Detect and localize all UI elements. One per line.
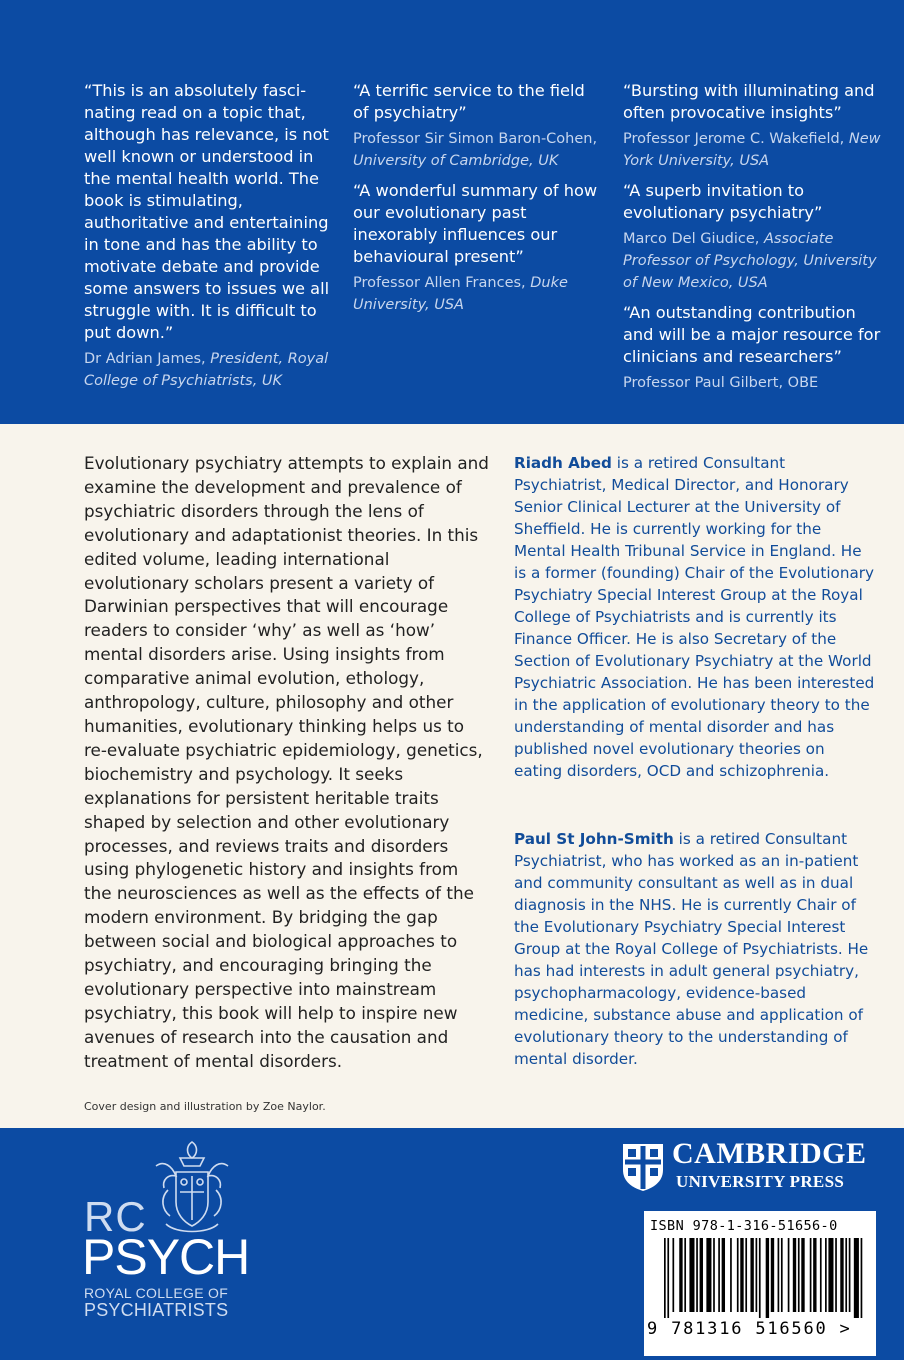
barcode-bar — [689, 1238, 694, 1312]
barcode-bar — [840, 1238, 843, 1312]
endorsement — [623, 80, 883, 172]
barcode-bar — [793, 1238, 796, 1312]
barcode-bar — [700, 1238, 703, 1312]
barcode-bar — [679, 1238, 682, 1312]
barcode-bar — [745, 1238, 747, 1312]
endorser-affiliation: Duke University, USA — [353, 275, 568, 313]
endorsement-attribution — [623, 372, 883, 394]
barcode-bar — [664, 1238, 666, 1318]
endorsement-quote: “An outstanding contribution and will be a major resource for clinicians and researchers” — [623, 303, 881, 366]
endorsement-quote: “This is an absolutely fasci- nating read on a topic that, although has relevance, is not well known or understood in the mental health world. The book is stimulating, authoritative and entertaining in tone and has the ability to motivate debate and provide some answers to issues we all struggle with. It is difficult to put down.” — [84, 81, 330, 342]
endorser-name: Professor Sir Simon Baron-Cohen, — [353, 131, 598, 147]
endorser-name: Professor Paul Gilbert, OBE — [623, 375, 819, 391]
barcode-bar — [798, 1238, 800, 1312]
endorser-affiliation: New York University, USA — [623, 131, 881, 169]
author-bio — [514, 828, 876, 1070]
barcode-bar — [861, 1238, 863, 1318]
footer-panel — [0, 1128, 904, 1360]
endorsement-column-2 — [353, 80, 603, 324]
endorsement-attribution — [623, 128, 883, 172]
barcode-bars — [664, 1238, 864, 1318]
endorser-name: Marco Del Giudice, — [623, 231, 760, 247]
content-panel — [0, 424, 904, 1128]
barcode-digits: 9 781316 516560 > — [647, 1319, 852, 1339]
barcode-bar — [801, 1238, 804, 1312]
barcode-bar — [696, 1238, 698, 1312]
barcode-bar — [854, 1238, 859, 1318]
endorsement-quote: “A wonderful summary of how our evolutionary past inexorably influences our behavioural present” — [353, 181, 598, 266]
barcode-bar — [828, 1238, 833, 1312]
endorsement-quote: “A superb invitation to evolutionary psychiatry” — [623, 181, 823, 222]
endorser-affiliation: Associate Professor of Psychology, University of New Mexico, USA — [623, 231, 877, 291]
author-name: Paul St John-Smith — [514, 830, 674, 848]
barcode-bar — [667, 1238, 669, 1318]
author-bio-text: is a retired Consultant Psychiatrist, Medical Director, and Honorary Senior Clinical Lecturer at the University of Sheffield. He is currently working for the Mental Health Tribunal Service in England. He is a former (founding) Chair of the Evolutionary Psychiatry Special Interest Group at the Royal College of Psychiatrists and is currently its Finance Officer. He is also Secretary of the Section of Evolutionary Psychiatry at the World Psychiatric Association. He has been interested in the application of evolutionary theory to the understanding of mental disorder and has published novel evolutionary theories on eating disorders, OCD and schizophrenia. — [514, 454, 875, 780]
endorsement — [353, 180, 603, 316]
barcode-bar — [759, 1238, 761, 1318]
barcode-bar — [845, 1238, 847, 1312]
endorser-name: Professor Allen Frances, — [353, 275, 526, 291]
endorsement — [353, 80, 603, 172]
endorser-name: Dr Adrian James, — [84, 351, 206, 367]
endorsement-attribution — [623, 228, 883, 294]
barcode-bar — [756, 1238, 758, 1312]
endorsement-column-3 — [623, 80, 883, 402]
endorsement-column-1 — [84, 80, 334, 400]
barcode-bar — [781, 1238, 783, 1312]
endorsements-panel — [0, 0, 904, 424]
barcode-bar — [737, 1238, 739, 1312]
barcode-bar — [740, 1238, 743, 1312]
barcode-bar — [730, 1238, 732, 1312]
endorsement-attribution — [353, 272, 603, 316]
barcode-bar — [750, 1238, 753, 1312]
barcode-bar — [706, 1238, 711, 1312]
barcode-bar — [825, 1238, 827, 1312]
endorser-affiliation: President, Royal College of Psychiatrists, UK — [84, 351, 329, 389]
endorser-affiliation: University of Cambridge, UK — [353, 153, 559, 169]
rcpsych-psych: PSYCH — [82, 1229, 250, 1285]
barcode-bar — [778, 1238, 780, 1312]
rcpsych-crest-icon — [142, 1136, 242, 1244]
endorsement — [623, 302, 883, 394]
barcode-bar — [849, 1238, 851, 1312]
barcode-bar — [713, 1238, 715, 1312]
author-bio — [514, 452, 876, 782]
barcode-bar — [810, 1238, 812, 1312]
endorsement-attribution — [84, 348, 334, 392]
barcode-bar — [813, 1238, 816, 1312]
barcode — [644, 1211, 876, 1356]
barcode-bar — [684, 1238, 686, 1312]
rcpsych-name-line1: ROYAL COLLEGE OF — [84, 1285, 229, 1301]
publisher-name: CAMBRIDGE — [672, 1137, 867, 1170]
endorsement-quote: “A terrific service to the field of psychiatry” — [353, 81, 585, 122]
barcode-bar — [722, 1238, 725, 1312]
barcode-bar — [771, 1238, 774, 1312]
publisher-subname: UNIVERSITY PRESS — [676, 1172, 845, 1191]
author-name: Riadh Abed — [514, 454, 612, 472]
barcode-bar — [766, 1238, 769, 1318]
endorsement — [84, 80, 334, 392]
endorser-name: Professor Jerome C. Wakefield, — [623, 131, 845, 147]
book-description: Evolutionary psychiatry attempts to explain and examine the development and prevalence of psychiatric disorders through the lens of evolutionary and adaptationist theories. In this edited volume, leading international evolutionary scholars present a variety of Darwinian perspectives that will encourage readers to consider ‘why’ as well as ‘how’ mental disorders arise. Using insights from comparative animal evolution, ethology, anthropology, culture, philosophy and other humanities, evolutionary thinking helps us to re-evaluate psychiatric epidemiology, genetics, biochemistry and psychology. It seeks explanations for persistent heritable traits shaped by selection and other evolutionary processes, and reviews traits and disorders using phylogenetic history and insights from the neurosciences as well as the effects of the modern environment. By bridging the gap between social and biological approaches to psychiatry, and encouraging bringing the evolutionary perspective into mainstream psychiatry, this book will help to inspire new avenues of research into the causation and treatment of mental disorders. — [84, 453, 489, 1071]
cover-credit: Cover design and illustration by Zoe Naylor. — [84, 1100, 326, 1113]
endorsement-quote: “Bursting with illuminating and often provocative insights” — [623, 81, 875, 122]
barcode-bar — [718, 1238, 720, 1312]
barcode-bar — [672, 1238, 674, 1312]
barcode-bar — [820, 1238, 822, 1312]
rcpsych-rc: RC — [84, 1193, 147, 1240]
barcode-bar — [788, 1238, 790, 1312]
cambridge-shield-icon — [621, 1142, 665, 1192]
rcpsych-name-line2: PSYCHIATRISTS — [84, 1300, 229, 1320]
barcode-bar — [835, 1238, 837, 1312]
isbn-label: ISBN 978-1-316-51656-0 — [650, 1218, 838, 1234]
author-bio-text: is a retired Consultant Psychiatrist, who has worked as an in-patient and community consultant as well as in dual diagnosis in the NHS. He is currently Chair of the Evolutionary Psychiatry Special Interest Group at the Royal College of Psychiatrists. He has had interests in adult general psychiatry, psychopharmacology, evidence-based medicine, substance abuse and application of evolutionary theory to the understanding of mental disorder. — [514, 830, 869, 1068]
endorsement-attribution — [353, 128, 603, 172]
endorsement — [623, 180, 883, 294]
